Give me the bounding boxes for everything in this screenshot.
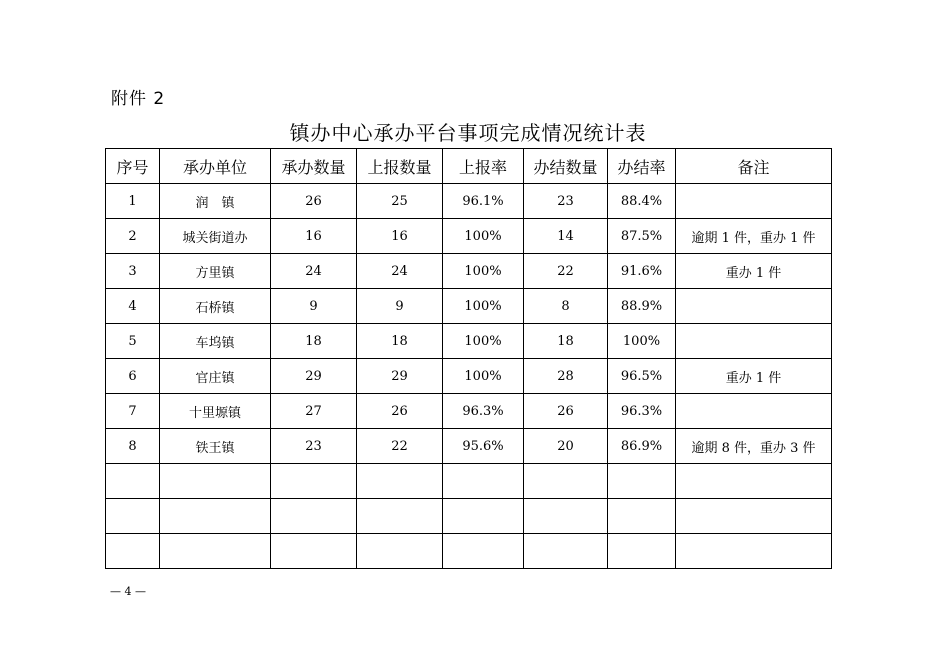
table-row	[106, 289, 832, 324]
page-number: — 4 —	[110, 585, 146, 598]
table-cell: 官庄镇	[160, 359, 271, 394]
table-cell: 88.9%	[608, 289, 676, 324]
header-cell: 办结率	[608, 149, 676, 184]
table-cell	[160, 534, 271, 569]
table-cell: 25	[357, 184, 443, 219]
table-cell: 22	[357, 429, 443, 464]
table-cell: 7	[106, 394, 160, 429]
table-cell: 16	[357, 219, 443, 254]
table-cell	[106, 499, 160, 534]
table-cell: 1	[106, 184, 160, 219]
table-cell: 96.5%	[608, 359, 676, 394]
header-cell: 承办数量	[271, 149, 357, 184]
header-cell: 承办单位	[160, 149, 271, 184]
table-cell	[608, 464, 676, 499]
table-cell: 方里镇	[160, 254, 271, 289]
table-header-row	[106, 149, 832, 184]
table-cell: 95.6%	[443, 429, 524, 464]
table-cell	[443, 464, 524, 499]
table-row	[106, 219, 832, 254]
table-cell: 87.5%	[608, 219, 676, 254]
table-cell	[106, 464, 160, 499]
statistics-table	[105, 148, 832, 569]
table-cell: 18	[271, 324, 357, 359]
table-cell: 100%	[443, 359, 524, 394]
table-cell	[676, 289, 832, 324]
table-cell: 88.4%	[608, 184, 676, 219]
table-cell	[160, 499, 271, 534]
table-cell: 4	[106, 289, 160, 324]
header-cell: 上报数量	[357, 149, 443, 184]
table-cell: 18	[357, 324, 443, 359]
table-row	[106, 254, 832, 289]
table-cell: 24	[271, 254, 357, 289]
table-title: 镇办中心承办平台事项完成情况统计表	[289, 121, 647, 145]
table-cell	[271, 534, 357, 569]
table-cell: 91.6%	[608, 254, 676, 289]
table-cell	[443, 499, 524, 534]
header-cell: 序号	[106, 149, 160, 184]
table-cell	[676, 324, 832, 359]
table-row	[106, 394, 832, 429]
table-cell: 29	[271, 359, 357, 394]
table-cell: 9	[357, 289, 443, 324]
table-row	[106, 324, 832, 359]
table-cell: 18	[524, 324, 608, 359]
table-row	[106, 499, 832, 534]
table-cell: 29	[357, 359, 443, 394]
table-cell	[676, 464, 832, 499]
table-cell: 9	[271, 289, 357, 324]
table-cell	[676, 534, 832, 569]
table-cell: 100%	[443, 254, 524, 289]
table-cell: 96.3%	[443, 394, 524, 429]
table-row	[106, 184, 832, 219]
table-cell: 26	[357, 394, 443, 429]
table-cell: 20	[524, 429, 608, 464]
table-cell: 十里塬镇	[160, 394, 271, 429]
table-cell: 3	[106, 254, 160, 289]
table-cell: 96.1%	[443, 184, 524, 219]
table-cell: 8	[106, 429, 160, 464]
table-cell: 100%	[443, 289, 524, 324]
table-cell: 铁王镇	[160, 429, 271, 464]
table-cell	[524, 464, 608, 499]
table-cell: 23	[524, 184, 608, 219]
table-cell: 8	[524, 289, 608, 324]
table-cell: 24	[357, 254, 443, 289]
table-cell: 重办 1 件	[676, 359, 832, 394]
table-cell	[443, 534, 524, 569]
table-row	[106, 359, 832, 394]
table-cell: 86.9%	[608, 429, 676, 464]
table-cell	[271, 499, 357, 534]
table-cell	[357, 534, 443, 569]
header-cell: 办结数量	[524, 149, 608, 184]
table-cell: 28	[524, 359, 608, 394]
header-cell: 备注	[676, 149, 832, 184]
table-cell	[271, 464, 357, 499]
table-cell: 5	[106, 324, 160, 359]
header-cell: 上报率	[443, 149, 524, 184]
table-cell: 2	[106, 219, 160, 254]
table-cell	[608, 499, 676, 534]
table-cell: 27	[271, 394, 357, 429]
table-cell: 26	[524, 394, 608, 429]
table-cell	[676, 394, 832, 429]
table-cell: 城关街道办	[160, 219, 271, 254]
table-cell: 车坞镇	[160, 324, 271, 359]
table-cell: 23	[271, 429, 357, 464]
table-cell: 6	[106, 359, 160, 394]
table-cell	[160, 464, 271, 499]
table-cell: 石桥镇	[160, 289, 271, 324]
table-cell	[106, 534, 160, 569]
table-row	[106, 464, 832, 499]
table-row	[106, 429, 832, 464]
table-cell: 润 镇	[160, 184, 271, 219]
table-cell	[524, 534, 608, 569]
table-cell: 100%	[443, 219, 524, 254]
table-cell	[357, 464, 443, 499]
table-cell: 14	[524, 219, 608, 254]
table-row	[106, 534, 832, 569]
table-cell: 100%	[443, 324, 524, 359]
table-cell: 26	[271, 184, 357, 219]
table-cell	[524, 499, 608, 534]
table-cell: 逾期 8 件，重办 3 件	[676, 429, 832, 464]
attachment-label: 附件 2	[111, 89, 166, 109]
table-cell: 重办 1 件	[676, 254, 832, 289]
table-cell: 16	[271, 219, 357, 254]
table-cell	[676, 184, 832, 219]
table-cell	[608, 534, 676, 569]
table-cell: 100%	[608, 324, 676, 359]
table-cell: 22	[524, 254, 608, 289]
table-cell	[357, 499, 443, 534]
table-cell: 96.3%	[608, 394, 676, 429]
table-cell	[676, 499, 832, 534]
table-cell: 逾期 1 件，重办 1 件	[676, 219, 832, 254]
